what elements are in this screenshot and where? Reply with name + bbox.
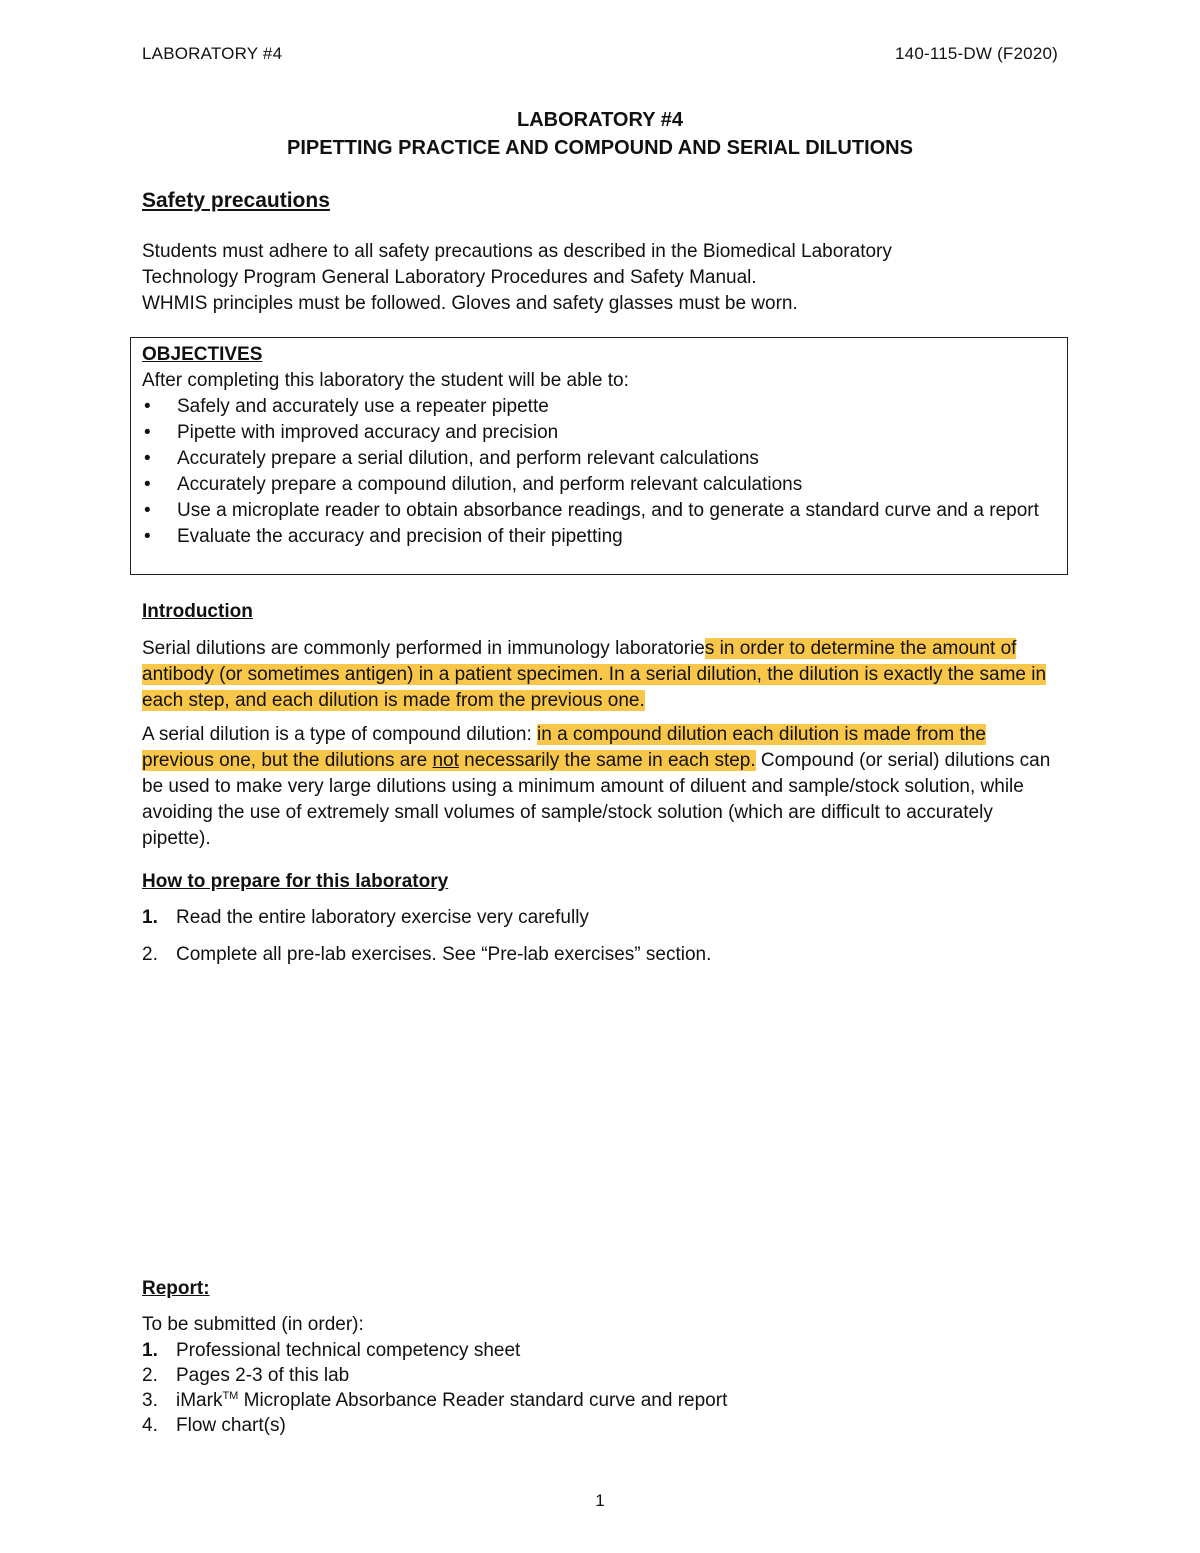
prepare-item: 2. Complete all pre-lab exercises. See “Pre-lab exercises” section. bbox=[142, 944, 712, 965]
highlighted-text: in a compound dilution each dilution is made from the previous one, but the dilutions are bbox=[142, 724, 986, 771]
introduction-paragraph-2: A serial dilution is a type of compound dilution: in a compound dilution each dilution is made from the previous one, but the dilutions are not necessarily the same in each step. Compound (or serial) dilutions can be used to make very large dilutions using a minimum amount of diluent and sample/stock solution, while avoiding the use of extremely small volumes of sample/stock solution (which are difficult to accurately pipette). bbox=[142, 724, 1051, 849]
objectives-list bbox=[142, 394, 1052, 550]
report-item: 4. Flow chart(s) bbox=[142, 1415, 286, 1436]
prepare-heading: How to prepare for this laboratory bbox=[142, 871, 449, 892]
bullet-icon: • bbox=[144, 500, 151, 521]
objective-item: • Use a microplate reader to obtain absorbance readings, and to generate a standard curve and a report bbox=[142, 498, 1052, 524]
safety-line-2: Technology Program General Laboratory Procedures and Safety Manual. bbox=[142, 267, 757, 288]
safety-text bbox=[142, 239, 1062, 317]
report-heading: Report: bbox=[142, 1278, 210, 1299]
bullet-icon: • bbox=[144, 448, 151, 469]
document-subtitle: PIPETTING PRACTICE AND COMPOUND AND SERIAL DILUTIONS bbox=[287, 137, 913, 159]
objectives-heading: OBJECTIVES bbox=[142, 344, 263, 365]
report-item: 3. iMark™ Microplate Absorbance Reader standard curve and report bbox=[142, 1390, 728, 1411]
running-header-left: LABORATORY #4 bbox=[142, 44, 283, 63]
objective-item: • Accurately prepare a compound dilution, and perform relevant calculations bbox=[142, 472, 1052, 498]
safety-line-1: Students must adhere to all safety precautions as described in the Biomedical Laboratory bbox=[142, 241, 892, 262]
report-item: 2. Pages 2-3 of this lab bbox=[142, 1365, 350, 1386]
objective-item: • Evaluate the accuracy and precision of their pipetting bbox=[142, 524, 1052, 550]
bullet-icon: • bbox=[144, 396, 151, 417]
report-intro: To be submitted (in order): bbox=[142, 1314, 364, 1335]
prepare-item: 1. Read the entire laboratory exercise very carefully bbox=[142, 907, 589, 928]
report-list bbox=[142, 1338, 727, 1438]
objective-item: • Pipette with improved accuracy and precision bbox=[142, 420, 1052, 446]
document-title: LABORATORY #4 bbox=[517, 109, 683, 131]
objective-item: • Safely and accurately use a repeater pipette bbox=[142, 394, 1052, 420]
highlighted-text: necessarily the same in each step. bbox=[458, 750, 756, 771]
bullet-icon: • bbox=[144, 474, 151, 495]
bullet-icon: • bbox=[144, 422, 151, 443]
objectives-intro: After completing this laboratory the student will be able to: bbox=[142, 370, 629, 391]
report-item: 1. Professional technical competency sheet bbox=[142, 1340, 521, 1361]
bullet-icon: • bbox=[144, 526, 151, 547]
underlined-word: not bbox=[432, 750, 459, 771]
objectives-box bbox=[130, 337, 1068, 575]
highlighted-text: s in order to determine the amount of antibody (or sometimes antigen) in a patient specimen. In a serial dilution, the dilution is exactly the same in each step, and each dilution is made from the previous one. bbox=[142, 638, 1047, 711]
running-header-right: 140-115-DW (F2020) bbox=[895, 44, 1058, 63]
safety-line-3: WHMIS principles must be followed. Gloves and safety glasses must be worn. bbox=[142, 293, 798, 314]
introduction-paragraph-1: Serial dilutions are commonly performed in immunology laboratories in order to determine the amount of antibody (or sometimes antigen) in a patient specimen. In a serial dilution, the dilution is exactly the same in each step, and each dilution is made from the previous one. bbox=[142, 638, 1047, 711]
safety-heading: Safety precautions bbox=[142, 189, 330, 212]
page-number: 1 bbox=[595, 1491, 605, 1510]
introduction-heading: Introduction bbox=[142, 601, 253, 622]
objective-item: • Accurately prepare a serial dilution, and perform relevant calculations bbox=[142, 446, 1052, 472]
